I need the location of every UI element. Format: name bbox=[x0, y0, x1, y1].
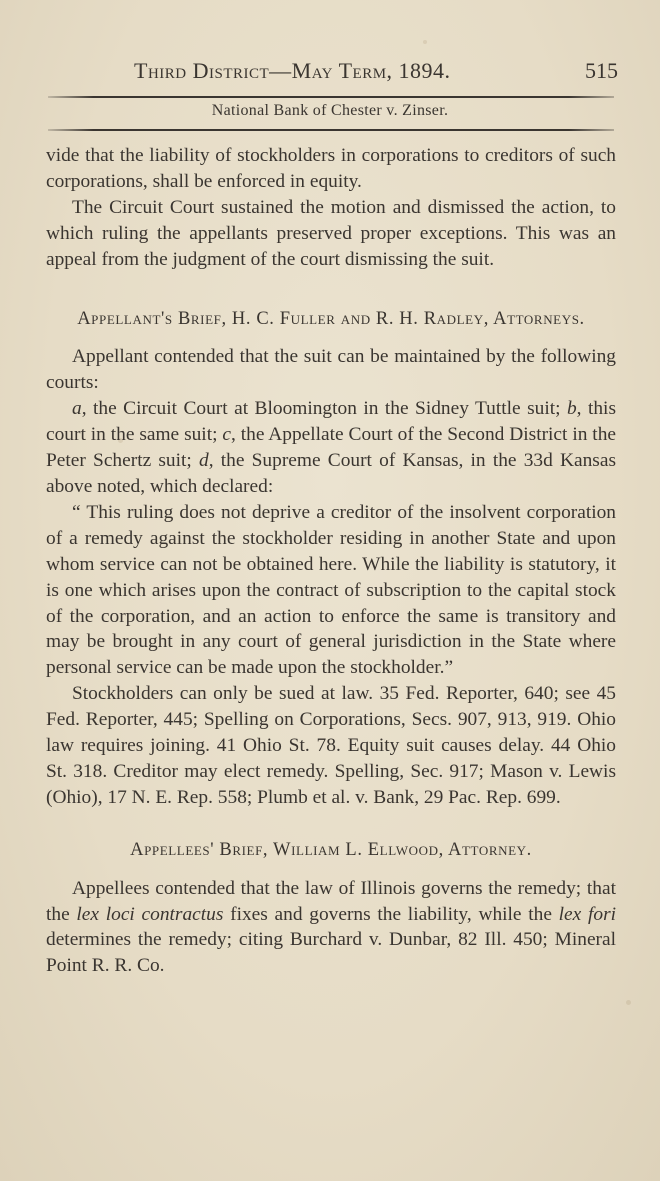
page-body bbox=[46, 143, 616, 979]
heading-appellant-brief: Appellant's Brief, H. C. Fuller and R. H. Radley, Attorneys. bbox=[77, 308, 585, 329]
paper-speck bbox=[423, 40, 427, 44]
list-marker-b: b bbox=[566, 398, 577, 420]
paragraph-citations: Stockholders can only be sued at law. 35 Fed. Reporter, 640; see 45 Fed. Reporter, 445; Spelling on Corporations, Secs. 907, 913, 919. Ohio law requires joining. 41 Ohio St. 78. Equity suit causes delay. 44 Ohio St. 318. Creditor may elect remedy. Spelling, Sec. 917; Mason v. Lewis (Ohio), 17 N. E. Rep. 558; Plumb et al. v. Bank, 29 Pac. Rep. 699. bbox=[46, 683, 616, 808]
paragraph-ruling: The Circuit Court sustained the motion and dismissed the action, to which ruling the appellants preserved proper exceptions. This was an appeal from the judgment of the court dismissing the suit. bbox=[46, 196, 616, 270]
paragraph-quotation: “ This ruling does not deprive a creditor of the insolvent corporation of a remedy against the stockholder residing in another State and upon whom service can not be obtained here. While the liability is statutory, it is one which arises upon the contract of subscription to the capital stock of the corporation, and an action to enforce the same is transitory and may be brought in any court of general jurisdiction in the State where personal service can be made upon the stockholder.” bbox=[46, 501, 616, 679]
courts-list-segment: , the Appellate Court of the Second District in the Peter Schertz suit; bbox=[46, 424, 617, 472]
paragraph-appellant-contention: Appellant contended that the suit can be maintained by the following courts: bbox=[46, 346, 616, 394]
page-number: 515 bbox=[585, 58, 618, 83]
courts-list-segment: , this court in the same suit; bbox=[46, 398, 616, 446]
heading-appellees-brief: Appellees' Brief, William L. Ellwood, Attorney. bbox=[130, 839, 532, 860]
paragraph-appellees-contention bbox=[46, 876, 616, 980]
list-marker-d: d bbox=[199, 450, 209, 472]
running-head bbox=[46, 58, 618, 86]
header-rule-bottom bbox=[48, 129, 614, 131]
latin-term-lex-fori: lex fori bbox=[558, 903, 617, 925]
list-marker-c: c bbox=[222, 424, 231, 446]
paragraph-courts-list bbox=[46, 396, 616, 500]
appellees-segment: Appellees contended that the law of Illinois governs the remedy; that the bbox=[46, 877, 616, 925]
appellees-segment: determines the remedy; citing Burchard v. Dunbar, 82 Ill. 450; Mineral Point R. R. Co. bbox=[46, 929, 616, 977]
case-title: National Bank of Chester v. Zinser. bbox=[211, 102, 449, 119]
latin-term-lex-loci: lex loci contractus bbox=[76, 903, 224, 925]
running-head-title: Third District—May Term, 1894. bbox=[134, 58, 451, 83]
courts-list-segment: , the Supreme Court of Kansas, in the 33d Kansas above noted, which declared: bbox=[46, 450, 616, 497]
header-rule-top bbox=[48, 96, 614, 98]
appellees-segment: fixes and governs the liability, while the bbox=[223, 903, 559, 925]
paragraph-continuation: vide that the liability of stockholders in corporations to creditors of such corporations, shall be enforced in equity. bbox=[46, 145, 616, 192]
paper-speck bbox=[626, 1000, 631, 1005]
list-marker-a: a bbox=[72, 398, 82, 420]
courts-list-segment: , the Circuit Court at Bloomington in the Sidney Tuttle suit; bbox=[81, 398, 567, 420]
